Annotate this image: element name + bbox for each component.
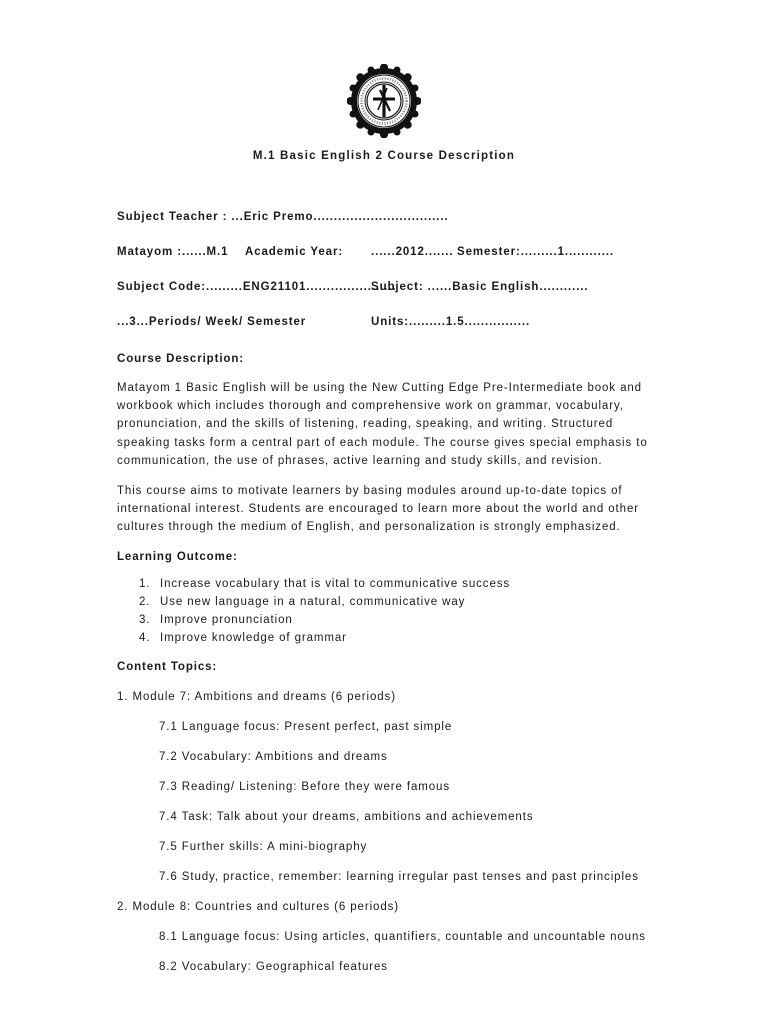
learning-outcome-heading: Learning Outcome: — [117, 550, 238, 563]
learning-outcome-list — [117, 575, 662, 648]
subject-code: Subject Code:.........ENG21101...................... — [117, 281, 397, 293]
list-item: 4. Improve knowledge of grammar — [139, 632, 347, 645]
matayom-level: Matayom :......M.1 — [117, 246, 229, 258]
topic-8-1: 8.1 Language focus: Using articles, quantifiers, countable and uncountable nouns — [159, 931, 646, 944]
school-seal-logo — [347, 64, 421, 138]
document-title: M.1 Basic English 2 Course Description — [252, 150, 516, 162]
matayom-line — [117, 246, 662, 262]
subject-code-line — [117, 281, 662, 297]
topic-7-2: 7.2 Vocabulary: Ambitions and dreams — [159, 751, 388, 764]
periods-line — [117, 316, 662, 332]
document-body — [117, 211, 662, 975]
academic-year-value: ......2012....... — [371, 246, 454, 258]
content-topics-heading: Content Topics: — [117, 661, 218, 674]
topic-7-6: 7.6 Study, practice, remember: learning irregular past tenses and past principles — [159, 871, 639, 884]
topic-7-4: 7.4 Task: Talk about your dreams, ambitions and achievements — [159, 811, 534, 824]
topic-7-5: 7.5 Further skills: A mini-biography — [159, 841, 368, 854]
course-description-heading: Course Description: — [117, 353, 245, 365]
semester: Semester:.........1............ — [457, 246, 615, 258]
module-7-title: 1. Module 7: Ambitions and dreams (6 periods) — [117, 691, 396, 704]
course-aims-paragraph: This course aims to motivate learners by basing modules around up-to-date topics of international interest. Students are encouraged to learn more about the world and other cultures through the medium of English, and personalization is strongly emphasized. — [117, 485, 639, 534]
course-description-paragraph: Matayom 1 Basic English will be using the New Cutting Edge Pre-Intermediate book and workbook which includes thorough and comprehensive work on grammar, vocabulary, pronunciation, and the skills of listening, reading, speaking, and writing. Structured speaking tasks form a central part of each module. The course gives special emphasis to communication, the use of phrases, active learning and study skills, and revision. — [117, 382, 648, 467]
module-8-title: 2. Module 8: Countries and cultures (6 periods) — [117, 901, 400, 914]
topic-8-2: 8.2 Vocabulary: Geographical features — [159, 961, 388, 974]
academic-year-label: Academic Year: — [245, 246, 344, 258]
units: Units:.........1.5................ — [371, 316, 531, 328]
subject-name: Subject: ......Basic English............ — [371, 281, 589, 293]
list-item: 2. Use new language in a natural, communicative way — [139, 595, 466, 608]
periods: ...3...Periods/ Week/ Semester — [117, 316, 307, 328]
topic-7-1: 7.1 Language focus: Present perfect, past simple — [159, 721, 453, 734]
topic-7-3: 7.3 Reading/ Listening: Before they were famous — [159, 781, 450, 794]
teacher-line — [117, 211, 662, 227]
subject-teacher: Subject Teacher : ...Eric Premo................................. — [117, 211, 449, 223]
list-item: 3. Improve pronunciation — [139, 614, 293, 627]
list-item: 1. Increase vocabulary that is vital to communicative success — [139, 577, 511, 590]
